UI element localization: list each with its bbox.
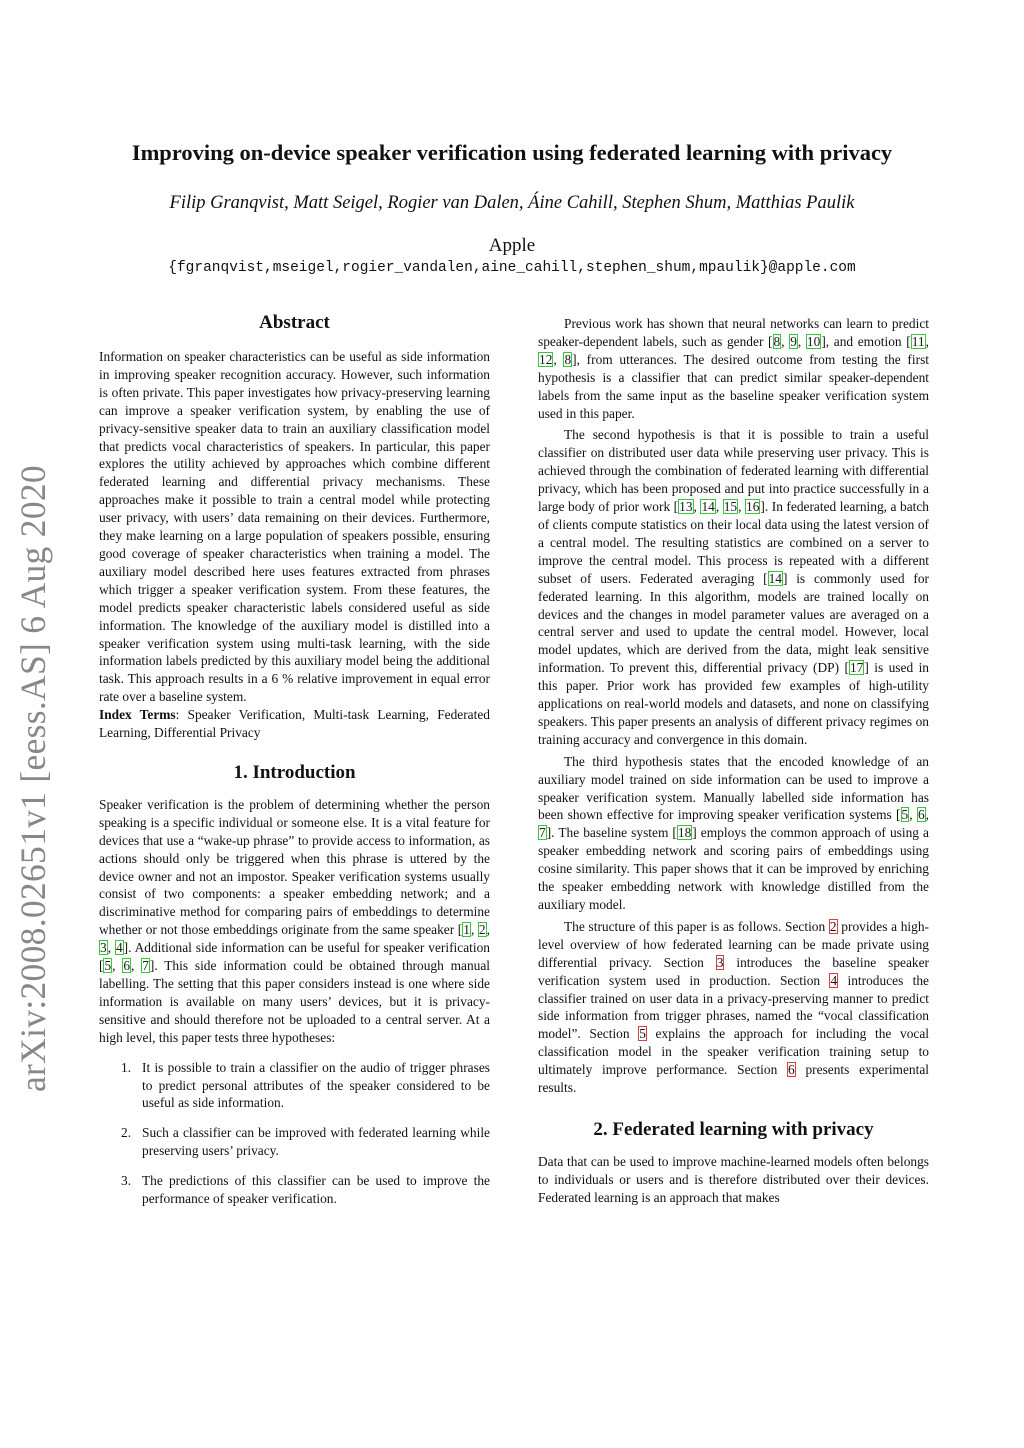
index-terms-text: : Speaker Verification, Multi-task Learning, Federated Learning, Differential Privacy: [99, 707, 490, 741]
index-terms: [99, 706, 490, 742]
citation-link[interactable]: 2: [478, 922, 486, 938]
author-list: Filip Granqvist, Matt Seigel, Rogier van Dalen, Áine Cahill, Stephen Shum, Matthias Paulik: [169, 193, 855, 213]
section-link[interactable]: 6: [788, 1062, 795, 1078]
paragraph-third-hypothesis: The third hypothesis states that the encoded knowledge of an auxiliary model trained on side information can be used to improve a speaker verification system. Manually labelled side information has been shown effective for improving speaker verification systems [5, 6, 7]. The baseline system [18] employs the common approach of using a speaker embedding network and scoring pairs of embeddings using cosine similarity. This paper shows that it can be improved by enriching the speaker embedding network with knowledge distilled from the auxiliary model.: [538, 753, 929, 912]
citation-link[interactable]: 1: [463, 922, 470, 938]
section2-heading: 2. Federated learning with privacy: [593, 1118, 874, 1140]
section-link[interactable]: 5: [639, 1026, 646, 1042]
citation-link[interactable]: 11: [911, 333, 925, 349]
paper-title: Improving on-device speaker verification using federated learning with privacy: [131, 140, 893, 165]
citation-link[interactable]: 8: [773, 333, 781, 349]
left-column: [99, 310, 490, 1220]
author-emails: {fgranqvist,mseigel,rogier_vandalen,aine_cahill,stephen_shum,mpaulik}@apple.com: [168, 260, 856, 276]
index-terms-label: Index Terms: [99, 707, 176, 723]
citation-link[interactable]: 4: [115, 940, 123, 956]
section-link[interactable]: 2: [829, 918, 837, 934]
citation-link[interactable]: 17: [849, 660, 864, 676]
list-item: 1. It is possible to train a classifier on the audio of trigger phrases to predict personal attributes of the speaker considered to be useful as side information.: [121, 1059, 490, 1111]
section-link[interactable]: 4: [830, 972, 838, 988]
paragraph-second-hypothesis: The second hypothesis is that it is possible to train a useful classifier on distributed user data while preserving user privacy. This is achieved through the combination of federated learning with differential privacy, which has been proposed and put into practice successfully in a large body of prior work [13, 14, 15, 16]. In federated learning, a batch of clients compute statistics on their local data using the latest version of a central model. The resulting statistics are combined on a server to improve the central model. This process is repeated with a different subset of users. Federated averaging [14] is commonly used for federated learning. In this algorithm, models are trained locally on devices and the changes in model parameter values are averaged on a central server and used to update the central model. However, local model updates, which are derived from the data, might leak sensitive information. To prevent this, differential privacy (DP) [17] is used in this paper. Prior work has provided few examples of high-utility applications on real-world models and datasets, and none on classifying speakers. This paper presents an analysis of different privacy regimes on training accuracy and convergence in this domain.: [538, 427, 929, 747]
citation-link[interactable]: 6: [917, 807, 925, 823]
paragraph-structure: The structure of this paper is as follows. Section 2 provides a high-level overview of how federated learning can be made private using differential privacy. Section 3 introduces the baseline speaker verification system used in production. Section 4 introduces the classifier trained on user data in a privacy-preserving manner to predict side information from trigger phrases, named the “vocal classification model”. Section 5 explains the approach for including the vocal classification model in the speaker verification training setup to ultimately improve performance. Section 6 presents experimental results.: [538, 918, 930, 1096]
citation-link[interactable]: 6: [123, 958, 131, 974]
citation-link[interactable]: 18: [677, 825, 692, 841]
citation-link[interactable]: 8: [564, 351, 572, 367]
citation-link[interactable]: 9: [790, 333, 797, 349]
citation-link[interactable]: 7: [142, 958, 149, 974]
abstract-heading: Abstract: [259, 312, 330, 333]
citation-link[interactable]: 7: [539, 825, 546, 841]
citation-link[interactable]: 12: [539, 351, 553, 367]
intro-paragraph: Speaker verification is the problem of determining whether the person speaking is a specific individual or someone else. It is a vital feature for devices that use a “wake-up phrase” to provide access to information, as actions should only be triggered when this phrase is uttered by the device owner and not an impostor. Speaker verification systems usually consist of two components: a speaker embedding network; and a discriminative method for comparing pairs of embeddings to determine whether or not those embeddings originate from the same speaker [1, 2, 3, 4]. Additional side information can be useful for speaker verification [5, 6, 7]. This side information could be obtained through manual labelling. The setting that this paper considers instead is one where side information is available on many users’ devices, but it is privacy-sensitive and should therefore not be uploaded to a central server. At a high level, this paper tests three hypotheses:: [99, 796, 490, 1045]
citation-link[interactable]: 14: [768, 570, 782, 586]
intro-heading: 1. Introduction: [233, 761, 356, 783]
section2-paragraph: Data that can be used to improve machine-learned models often belongs to individuals or users and is therefore distributed over their devices. Federated learning is an approach that makes: [538, 1153, 929, 1205]
list-item: 2. Such a classifier can be improved with federated learning while preserving users’ privacy.: [121, 1125, 490, 1159]
citation-link[interactable]: 10: [806, 333, 821, 349]
right-column: [538, 315, 929, 1207]
list-item: 3. The predictions of this classifier can be used to improve the performance of speaker verification.: [121, 1173, 490, 1207]
citation-link[interactable]: 15: [723, 499, 738, 515]
hypotheses-list: [99, 1059, 490, 1208]
citation-link[interactable]: 5: [901, 807, 909, 823]
section-link[interactable]: 3: [716, 954, 724, 970]
affiliation: Apple: [488, 235, 536, 256]
abstract-text: Information on speaker characteristics can be useful as side information in improving speaker recognition accuracy. However, such information is often private. This paper investigates how privacy-preserving learning can improve a speaker verification system, by enabling the use of privacy-sensitive speaker data to train an auxiliary classification model that predicts vocal characteristics of speakers. In particular, this paper explores the utility achieved by approaches which combine different federated learning and differential privacy mechanisms. These approaches make it possible to train a central model while protecting user privacy, with users’ data remaining on their devices. Furthermore, they make learning on a large population of speakers possible, ensuring good coverage of speaker characteristics when training a model. The auxiliary model described here uses features extracted from phrases which trigger a speaker verification system. From these features, the model predicts speaker characteristic labels considered useful as side information. The knowledge of the auxiliary model is distilled into a speaker verification system using multi-task learning, with the side information labels predicted by this auxiliary model being the additional task. This approach results in a 6 % relative improvement in equal error rate over a baseline system.: [99, 349, 490, 705]
paragraph-prior-work: Previous work has shown that neural networks can learn to predict speaker-dependent labels, such as gender [8, 9, 10], and emotion [11, 12, 8], from utterances. The desired outcome from testing the first hypothesis is a classifier that can predict similar speaker-dependent labels from the same input as the baseline speaker verification system used in this paper.: [538, 316, 929, 421]
citation-link[interactable]: 5: [104, 958, 112, 974]
citation-link[interactable]: 16: [746, 499, 760, 515]
citation-link[interactable]: 3: [100, 940, 107, 956]
arxiv-identifier: arXiv:2008.02651v1 [eess.AS] 6 Aug 2020: [13, 465, 53, 1092]
citation-link[interactable]: 14: [701, 499, 715, 515]
citation-link[interactable]: 13: [679, 499, 693, 515]
